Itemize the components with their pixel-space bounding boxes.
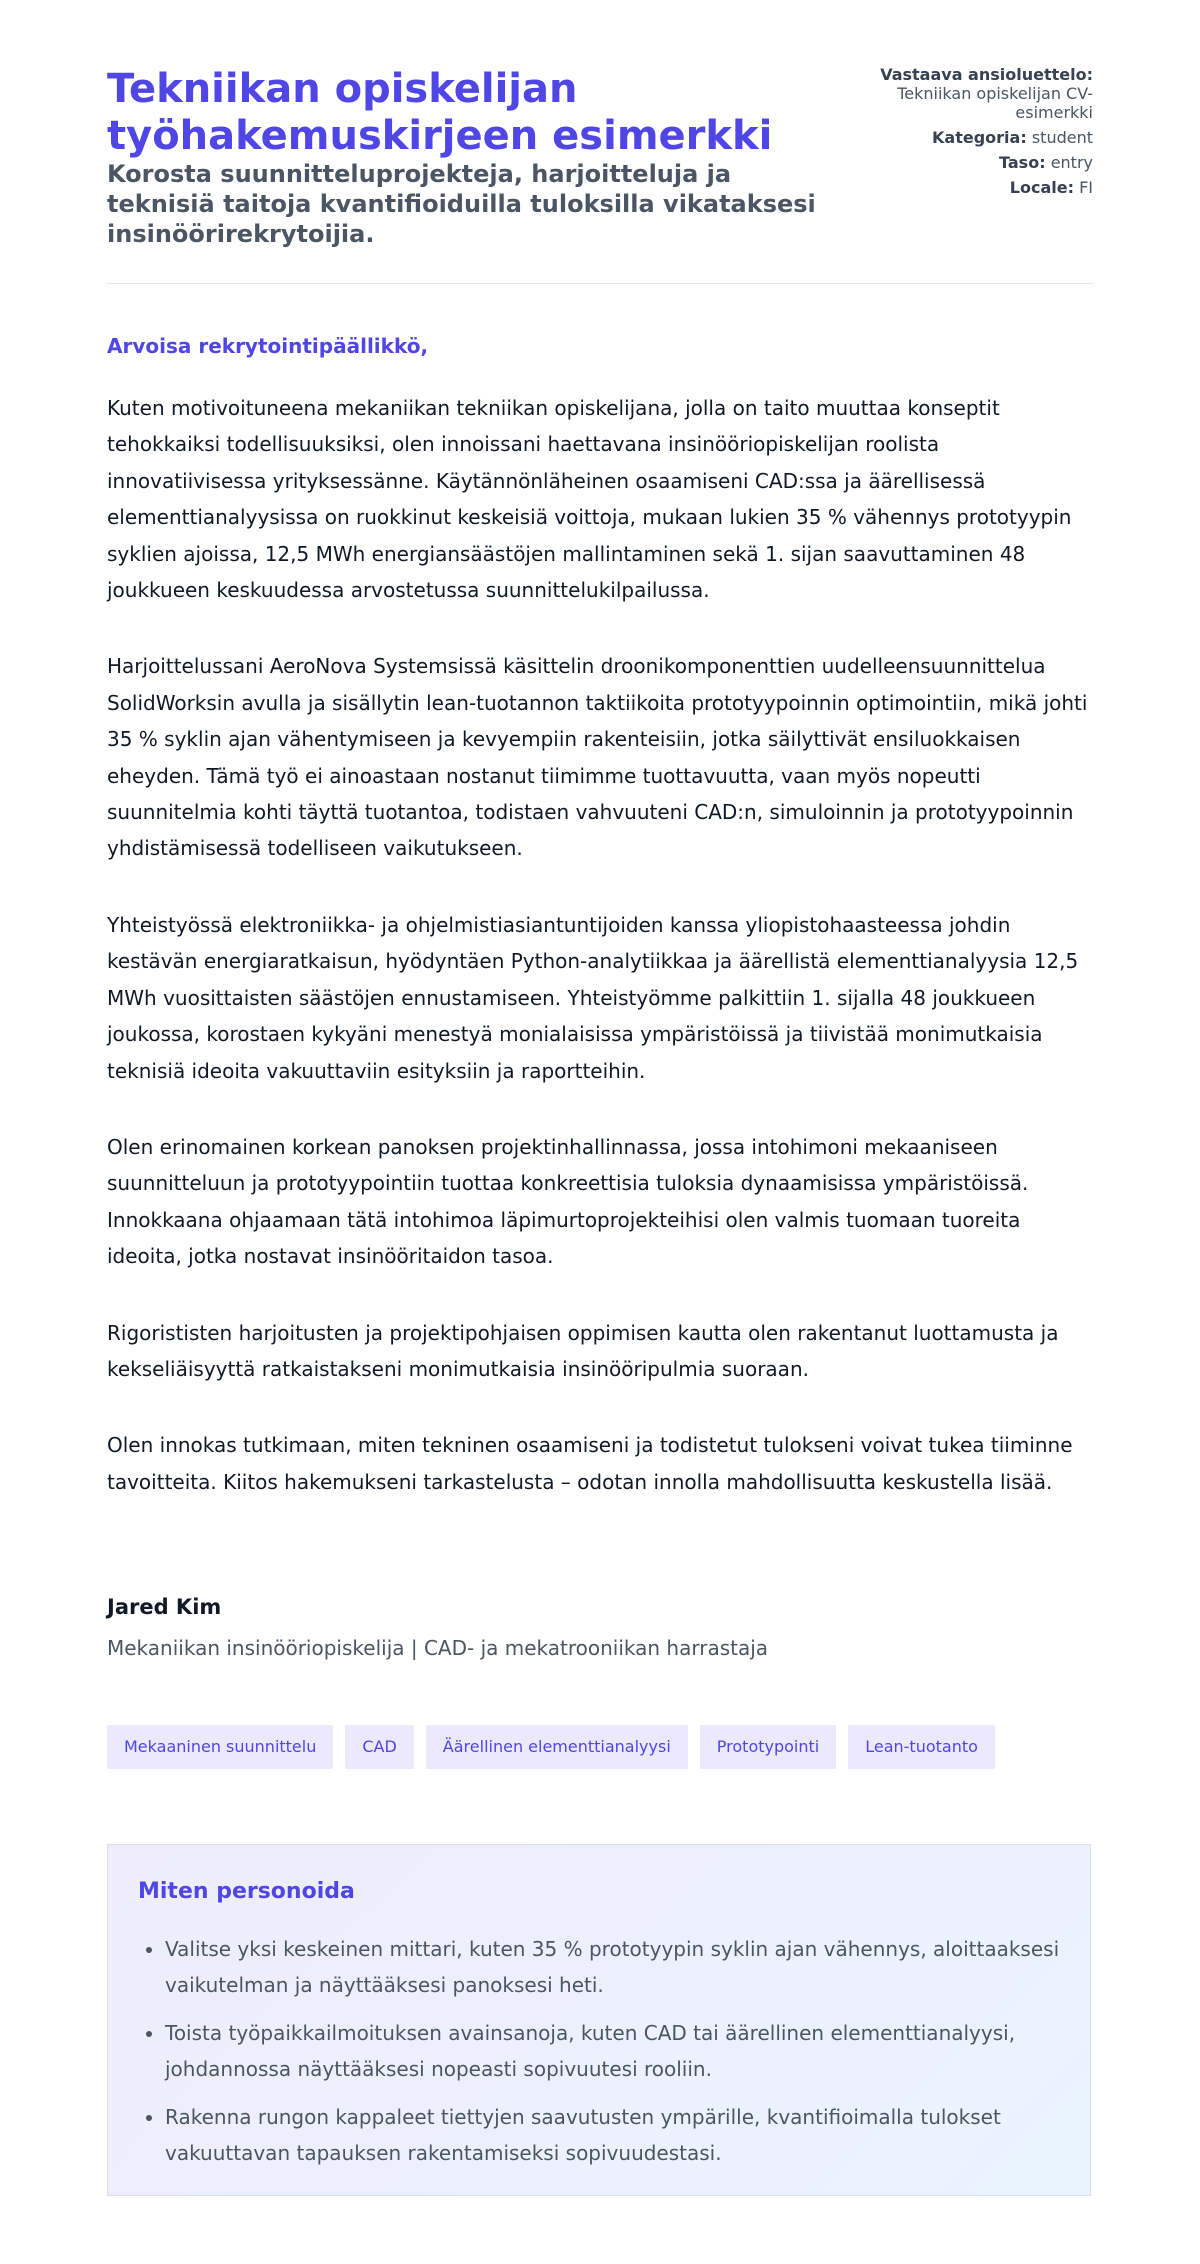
letter-paragraph: Olen erinomainen korkean panoksen projektinhallinnassa, jossa intohimoni mekaaniseen suunnitteluun ja prototyypointiin tuottaa konkreettisia tuloksia dynaamisissa ympäristöissä. Innokkaana ohjaamaan tätä intohimoa läpimurtoprojekteihisi olen valmis tuomaan tuoreita ideoita, jotka nostavat insinööritaidon tasoa. [107,1134,1029,1269]
letter-paragraph: Olen innokas tutkimaan, miten tekninen osaamiseni ja todistetut tulokseni voivat tukea tiiminne tavoitteita. Kiitos hakemukseni tarkastelusta – odotan innolla mahdollisuutta keskustella lisää. [107,1433,1073,1494]
page-subtitle: Korosta suunnitteluprojekteja, harjoitteluja ja teknisiä taitoja kvantifioiduilla tuloksilla vikataksesi insinöörirekrytoijia. [107,160,816,248]
meta-key: Vastaava ansioluettelo: [880,65,1093,84]
meta-category [833,128,1093,147]
tip-item: • Rakenna rungon kappaleet tiettyjen saavutusten ympärille, kvantifioimalla tulokset vakuuttavan tapauksen rakentamiseksi sopivuudestasi. [165,2099,1095,2172]
meta-level [833,153,1093,172]
meta-related-resume [833,65,1093,122]
letter-paragraph: Kuten motivoituneena mekaniikan tekniikan opiskelijana, jolla on taito muuttaa konseptit tehokkaiksi todellisuuksiksi, olen innoissani haettavana insinööriopiskelijan roolista innovatiivisessa yrityksessänne. Käytännönläheinen osaamiseni CAD:ssa ja äärellisessä elementtianalyysissa on ruokkinut keskeisiä voittoja, mukaan lukien 35 % vähennys prototyypin syklien ajoissa, 12,5 MWh energiansäästöjen mallintaminen sekä 1. sijan saavuttaminen 48 joukkueen keskuudessa arvostetussa suunnittelukilpailussa. [107,396,1072,603]
letter-paragraph: Yhteistyössä elektroniikka- ja ohjelmistiasiantuntijoiden kanssa yliopistohaasteessa johdin kestävän energiaratkaisun, hyödyntäen Python-analytiikkaa ja äärellistä elementtianalyysia 12,5 MWh vuosittaisten säästöjen ennustamiseen. Yhteistyömme palkittiin 1. sijalla 48 joukkueen joukossa, korostaen kykyäni menestyä monialaisissa ympäristöissä ja tiivistää monimutkaisia teknisiä ideoita vakuuttaviin esityksiin ja raportteihin. [107,912,1079,1083]
letter-body [107,390,1093,1540]
salutation: Arvoisa rekrytointipäällikkö, [107,334,429,358]
meta-value: Tekniikan opiskelijan CV-esimerkki [897,84,1093,122]
skill-tag: CAD [345,1725,413,1769]
page-title: Tekniikan opiskelijan työhakemuskirjeen esimerkki [107,66,773,159]
letter-paragraph: Harjoittelussani AeroNova Systemsissä käsittelin droonikomponenttien uudelleensuunnittelua SolidWorksin avulla ja sisällytin lean-tuotannon taktiikoita prototyypoinnin optimointiin, mikä johti 35 % syklin ajan vähentymiseen ja kevyempiin rakenteisiin, jotka säilyttivät ensiluokkaisen eheyden. Tämä työ ei ainoastaan nostanut tiimimme tuottavuutta, vaan myös nopeutti suunnitelmia kohti täyttä tuotantoa, todistaen vahvuuteni CAD:n, simuloinnin ja prototyypoinnin yhdistämisessä todelliseen vaikutukseen. [107,654,1088,861]
meta-locale [833,178,1093,197]
skill-tag: Äärellinen elementtianalyysi [426,1725,688,1769]
skill-tag: Mekaaninen suunnittelu [107,1725,333,1769]
skill-tag: Lean-tuotanto [848,1725,995,1769]
meta-key: Locale: [1009,178,1074,197]
meta-panel [833,65,1093,203]
personalization-tips [107,1844,1091,2196]
meta-value: FI [1079,178,1093,197]
tips-list [138,1931,1095,2182]
tip-item: • Valitse yksi keskeinen mittari, kuten 35 % prototyypin syklin ajan vähennys, aloittaaksesi vaikutelman ja näyttääksesi panoksesi heti. [165,1931,1095,2004]
meta-key: Kategoria: [932,128,1027,147]
header-divider [107,283,1093,284]
meta-value: student [1031,128,1093,147]
meta-value: entry [1050,153,1093,172]
letter-paragraph: Rigorististen harjoitusten ja projektipohjaisen oppimisen kautta olen rakentanut luottamusta ja kekseliäisyyttä ratkaistakseni monimutkaisia insinööripulmia suoraan. [107,1320,1059,1381]
tip-item: • Toista työpaikkailmoituksen avainsanoja, kuten CAD tai äärellinen elementtianalyysi, johdannossa näyttääksesi nopeasti sopivuutesi rooliin. [165,2015,1095,2088]
skill-tags [107,1725,995,1769]
skill-tag: Prototypointi [700,1725,836,1769]
tips-heading: Miten personoida [138,1879,355,1904]
meta-key: Taso: [999,153,1046,172]
signer-title: Mekaniikan insinööriopiskelija | CAD- ja mekatrooniikan harrastaja [107,1636,769,1660]
signer-name: Jared Kim [107,1595,222,1619]
